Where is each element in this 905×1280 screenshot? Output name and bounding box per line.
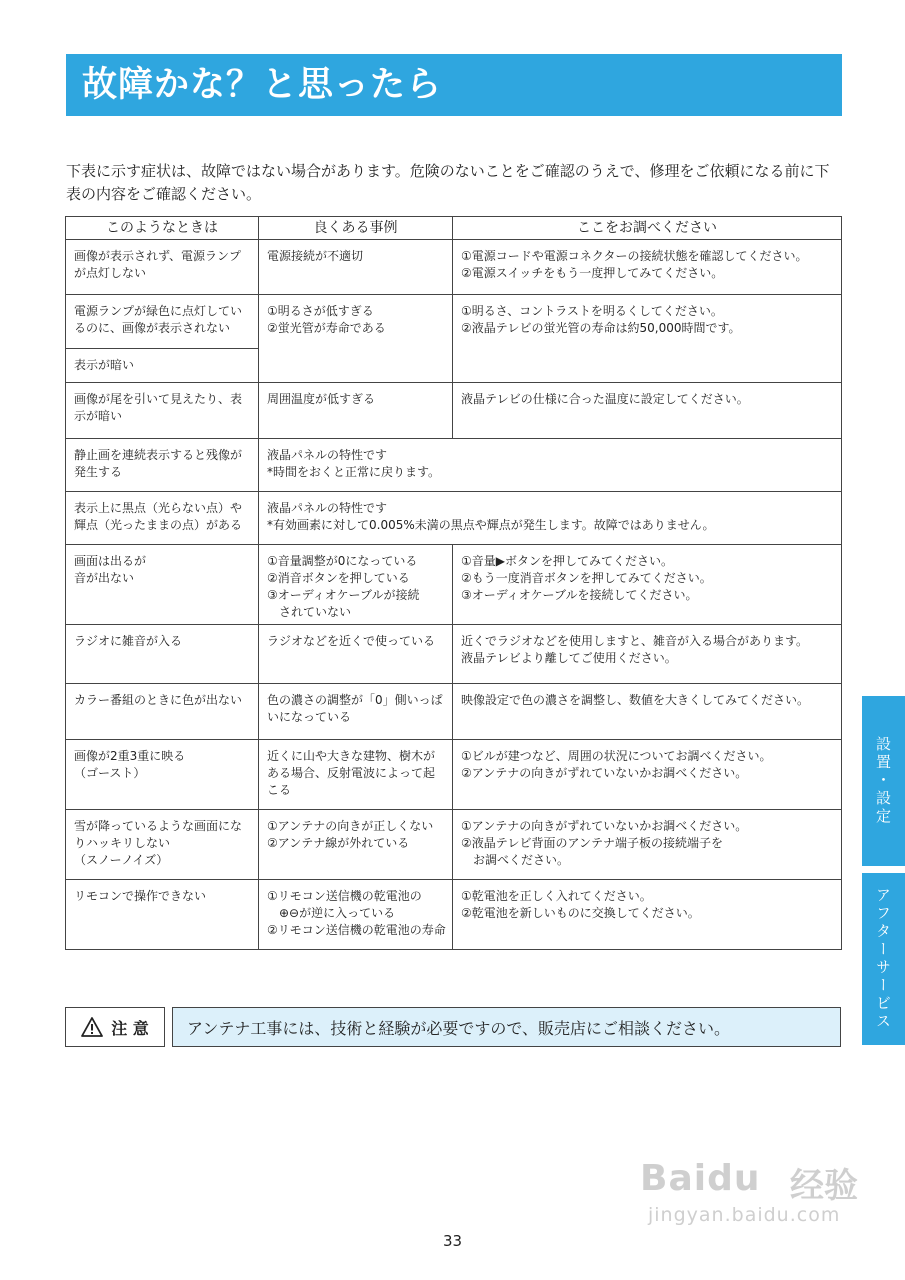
check-cell bbox=[453, 383, 842, 439]
cell-line: ②アンテナの向きがずれていないかお調べください。 bbox=[461, 766, 748, 780]
cell-line: （ゴースト） bbox=[74, 766, 146, 780]
cell-line: 液晶パネルの特性です bbox=[267, 448, 388, 462]
cell-line: カラー番組のときに色が出ない bbox=[74, 693, 243, 707]
cell-line: 近くに山や大きな建物、樹木がある場合、反射電波によって起こる bbox=[267, 749, 436, 797]
caution-text: アンテナ工事には、技術と経験が必要ですので、販売店にご相談ください。 bbox=[172, 1007, 841, 1047]
cell-line: されていない bbox=[267, 605, 352, 619]
cell-line: 電源ランプが緑色に点灯しているのに、画像が表示されない bbox=[74, 304, 243, 335]
check-cell bbox=[453, 625, 842, 684]
cell-line: 電源接続が不適切 bbox=[267, 249, 364, 263]
cell-line: リモコンで操作できない bbox=[74, 889, 207, 903]
page-number: 33 bbox=[442, 1232, 463, 1250]
cell-line: ②蛍光管が寿命である bbox=[267, 321, 386, 335]
cell-line: お調べください。 bbox=[461, 853, 570, 867]
check-cell bbox=[453, 880, 842, 950]
cell-line: ②乾電池を新しいものに交換してください。 bbox=[461, 906, 700, 920]
symptom-cell bbox=[66, 740, 259, 810]
cell-line: 周囲温度が低すぎる bbox=[267, 392, 376, 406]
caution-label: 注 意 bbox=[111, 1018, 149, 1038]
caution-label-box bbox=[65, 1007, 165, 1047]
cell-line: ラジオに雑音が入る bbox=[74, 634, 183, 648]
cell-line: 画像が2重3重に映る bbox=[74, 749, 186, 763]
watermark-url: jingyan.baidu.com bbox=[648, 1204, 841, 1226]
cell-line: 雪が降っているような画面になりハッキリしない bbox=[74, 819, 243, 850]
cell-line: 画面は出るが bbox=[74, 554, 147, 568]
cell-line: ②リモコン送信機の乾電池の寿命 bbox=[267, 923, 446, 937]
symptom-cell bbox=[66, 349, 259, 383]
check-cell bbox=[453, 545, 842, 625]
cell-line: ①音量調整が0になっている bbox=[267, 554, 418, 568]
cell-line: ①アンテナの向きが正しくない bbox=[267, 819, 434, 833]
cell-line: 液晶テレビの仕様に合った温度に設定してください。 bbox=[461, 392, 749, 406]
table-row bbox=[66, 383, 842, 439]
cell-line: ①乾電池を正しく入れてください。 bbox=[461, 889, 652, 903]
cause-cell bbox=[259, 295, 453, 383]
cell-line: ⊕⊖が逆に入っている bbox=[267, 906, 396, 920]
check-cell bbox=[453, 740, 842, 810]
symptom-cell bbox=[66, 810, 259, 880]
cell-line: ①音量▶ボタンを押してみてください。 bbox=[461, 554, 673, 568]
table-row bbox=[66, 740, 842, 810]
header-symptom: このようなときは bbox=[66, 217, 259, 240]
cell-line: ③オーディオケーブルが接続 bbox=[267, 588, 420, 602]
cell-line: 表示上に黒点（光らない点）や輝点（光ったままの点）がある bbox=[74, 501, 243, 532]
cell-line: ②液晶テレビの蛍光管の寿命は約50,000時間です。 bbox=[461, 321, 741, 335]
cell-line: 静止画を連続表示すると残像が発生する bbox=[74, 448, 243, 479]
cell-line: ①アンテナの向きがずれていないかお調べください。 bbox=[461, 819, 748, 833]
cell-line: *有効画素に対して0.005%未満の黒点や輝点が発生します。故障ではありません。 bbox=[267, 518, 715, 532]
cell-line: ①ビルが建つなど、周囲の状況についてお調べください。 bbox=[461, 749, 772, 763]
symptom-cell bbox=[66, 492, 259, 545]
note-cell bbox=[259, 439, 842, 492]
baidu-watermark bbox=[640, 1140, 870, 1230]
cell-line: 近くでラジオなどを使用しますと、雑音が入る場合があります。 bbox=[461, 634, 809, 648]
table-row bbox=[66, 880, 842, 950]
symptom-cell bbox=[66, 545, 259, 625]
cell-line: 液晶パネルの特性です bbox=[267, 501, 388, 515]
header-check: ここをお調べください bbox=[453, 217, 842, 240]
symptom-cell bbox=[66, 625, 259, 684]
table-row bbox=[66, 545, 842, 625]
cause-cell bbox=[259, 740, 453, 810]
cause-cell bbox=[259, 684, 453, 740]
cause-cell bbox=[259, 545, 453, 625]
cell-line: 画像が表示されず、電源ランプが点灯しない bbox=[74, 249, 242, 280]
check-cell bbox=[453, 810, 842, 880]
side-tab-setup[interactable]: 設置・設定 bbox=[862, 696, 905, 866]
cell-line: ②アンテナ線が外れている bbox=[267, 836, 410, 850]
cell-line: ①電源コードや電源コネクターの接続状態を確認してください。 bbox=[461, 249, 808, 263]
cell-line: 音が出ない bbox=[74, 571, 135, 585]
check-cell bbox=[453, 295, 842, 383]
cell-line: ②もう一度消音ボタンを押してみてください。 bbox=[461, 571, 712, 585]
cell-line: ①リモコン送信機の乾電池の bbox=[267, 889, 422, 903]
cell-line: 画像が尾を引いて見えたり、表示が暗い bbox=[74, 392, 243, 423]
symptom-cell bbox=[66, 439, 259, 492]
cause-cell bbox=[259, 383, 453, 439]
cell-line: 映像設定で色の濃さを調整し、数値を大きくしてみてください。 bbox=[461, 693, 810, 707]
check-cell bbox=[453, 684, 842, 740]
page-title: 故障かな？と思ったら bbox=[82, 65, 443, 105]
table-header-row bbox=[66, 217, 842, 240]
intro-text: 下表に示す症状は、故障ではない場合があります。危険のないことをご確認のうえで、修理をご依頼になる前に下表の内容をご確認ください。 bbox=[66, 162, 830, 203]
table-row bbox=[66, 439, 842, 492]
table-row bbox=[66, 810, 842, 880]
cell-line: （スノーノイズ） bbox=[74, 853, 169, 867]
caution-box bbox=[65, 1007, 841, 1047]
symptom-cell bbox=[66, 295, 259, 349]
title-bar bbox=[66, 54, 842, 116]
symptom-cell bbox=[66, 240, 259, 295]
cell-line: ②液晶テレビ背面のアンテナ端子板の接続端子を bbox=[461, 836, 724, 850]
cell-line: 色の濃さの調整が「0」側いっぱいになっている bbox=[267, 693, 443, 724]
watermark-jingyan: 经验 bbox=[790, 1166, 858, 1206]
table-row bbox=[66, 295, 842, 349]
note-cell bbox=[259, 492, 842, 545]
troubleshooting-table bbox=[65, 216, 842, 950]
cause-cell bbox=[259, 625, 453, 684]
table-row bbox=[66, 492, 842, 545]
cause-cell bbox=[259, 880, 453, 950]
cell-line: ラジオなどを近くで使っている bbox=[267, 634, 436, 648]
cell-line: ②電源スイッチをもう一度押してみてください。 bbox=[461, 266, 724, 280]
cause-cell bbox=[259, 810, 453, 880]
cell-line: *時間をおくと正常に戻ります。 bbox=[267, 465, 441, 479]
symptom-cell bbox=[66, 880, 259, 950]
cell-line: ②消音ボタンを押している bbox=[267, 571, 410, 585]
table-row bbox=[66, 240, 842, 295]
cell-line: 液晶テレビより離してご使用ください。 bbox=[461, 651, 677, 665]
warning-triangle-icon bbox=[81, 1017, 103, 1037]
symptom-cell bbox=[66, 684, 259, 740]
cell-line: ①明るさが低すぎる bbox=[267, 304, 374, 318]
side-tab-after-service[interactable]: アフターサービス bbox=[862, 873, 905, 1045]
table-row bbox=[66, 625, 842, 684]
cell-line: ③オーディオケーブルを接続してください。 bbox=[461, 588, 698, 602]
header-cause: 良くある事例 bbox=[259, 217, 453, 240]
table-row bbox=[66, 684, 842, 740]
cause-cell bbox=[259, 240, 453, 295]
check-cell bbox=[453, 240, 842, 295]
symptom-cell bbox=[66, 383, 259, 439]
watermark-logo: Baidu bbox=[640, 1158, 761, 1199]
cell-line: 表示が暗い bbox=[74, 358, 135, 372]
cell-line: ①明るさ、コントラストを明るくしてください。 bbox=[461, 304, 723, 318]
